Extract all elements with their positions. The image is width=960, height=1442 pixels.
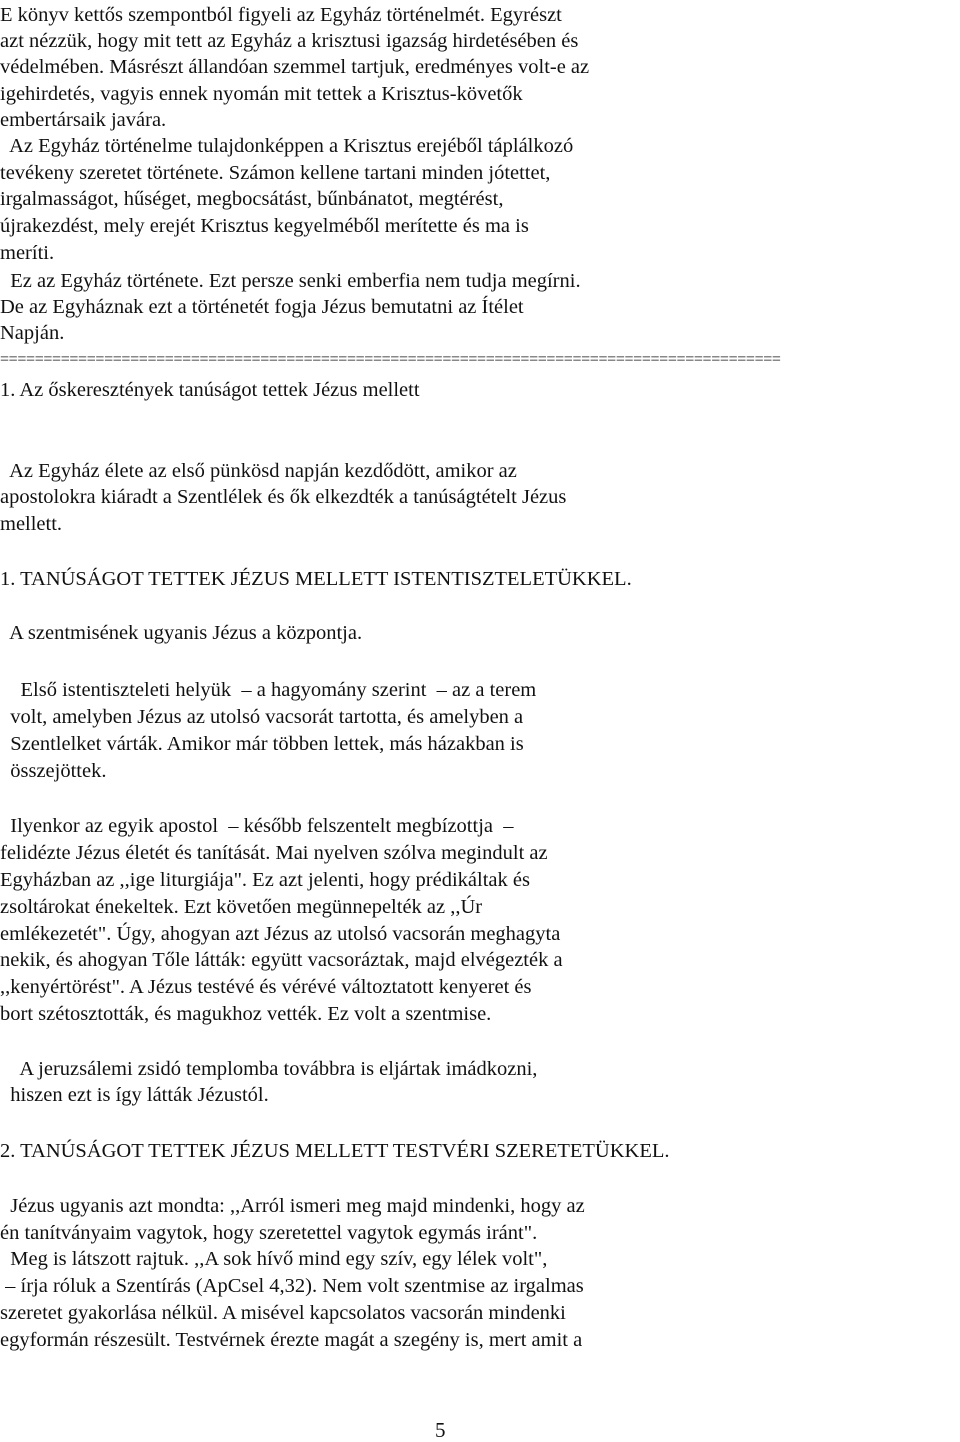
text-line: én tanítványaim vagytok, hogy szeretettel vagytok egymás iránt". — [0, 1222, 538, 1244]
text-line: irgalmasságot, hűséget, megbocsátást, bűnbánatot, megtérést, — [0, 188, 504, 210]
text-line: Napján. — [0, 322, 65, 344]
text-line: nekik, és ahogyan Tőle látták: együtt vacsoráztak, majd elvégezték a — [0, 949, 563, 971]
text-line: E könyv kettős szempontból figyeli az Egyház történelmét. Egyrészt — [0, 4, 562, 26]
text-line: tevékeny szeretet története. Számon kellene tartani minden jótettet, — [0, 162, 551, 184]
text-line: Ilyenkor az egyik apostol – később felszentelt megbízottja – — [0, 815, 514, 837]
text-line: egyformán részesült. Testvérnek érezte magát a szegény is, mert amit a — [0, 1329, 583, 1351]
text-line: felidézte Jézus életét és tanítását. Mai nyelven szólva megindult az — [0, 842, 548, 864]
text-line: azt nézzük, hogy mit tett az Egyház a krisztusi igazság hirdetésében és — [0, 30, 579, 52]
text-line: Szentlelket várták. Amikor már többen lettek, más házakban is — [0, 733, 524, 755]
text-line: Az Egyház történelme tulajdonképpen a Krisztus erejéből táplálkozó — [0, 135, 574, 157]
text-line: Egyházban az ,,ige liturgiája". Ez azt jelenti, hogy prédikáltak és — [0, 869, 530, 891]
text-line: embertársaik javára. — [0, 109, 167, 131]
text-line: újrakezdést, mely erejét Krisztus kegyelméből merítette és ma is — [0, 215, 529, 237]
text-line: hiszen ezt is így látták Jézustól. — [0, 1084, 269, 1106]
text-line: A szentmisének ugyanis Jézus a központja. — [0, 622, 363, 644]
text-line: zsoltárokat énekeltek. Ezt követően megünnepelték az ,,Úr — [0, 896, 483, 918]
text-line: Az Egyház élete az első pünkösd napján kezdődött, amikor az — [0, 460, 517, 482]
text-line: volt, amelyben Jézus az utolsó vacsorát tartotta, és amelyben a — [0, 706, 524, 728]
text-line: A jeruzsálemi zsidó templomba továbbra is eljártak imádkozni, — [0, 1058, 538, 1080]
text-line: ,,kenyértörést". A Jézus testévé és vérévé változtatott kenyeret és — [0, 976, 532, 998]
separator-rule: ========================================================================================== — [0, 351, 781, 368]
text-line: szeretet gyakorlása nélkül. A misével kapcsolatos vacsorán mindenki — [0, 1302, 566, 1324]
text-line: igehirdetés, vagyis ennek nyomán mit tettek a Krisztus-követők — [0, 83, 523, 105]
text-line: bort szétosztották, és magukhoz vették. Ez volt a szentmise. — [0, 1003, 492, 1025]
text-line: – írja róluk a Szentírás (ApCsel 4,32). Nem volt szentmise az irgalmas — [0, 1275, 584, 1297]
page-number: 5 — [435, 1418, 446, 1442]
subsection-heading-1: 1. TANÚSÁGOT TETTEK JÉZUS MELLETT ISTENTISZTELETÜKKEL. — [0, 568, 632, 590]
text-line: emlékezetét". Úgy, ahogyan azt Jézus az utolsó vacsorán meghagyta — [0, 923, 561, 945]
text-line: Jézus ugyanis azt mondta: ,,Arról ismeri meg majd mindenki, hogy az — [0, 1195, 585, 1217]
text-line: apostolokra kiáradt a Szentlélek és ők elkezdték a tanúságtételt Jézus — [0, 486, 567, 508]
text-line: Első istentiszteleti helyük – a hagyomány szerint – az a terem — [0, 679, 537, 701]
text-line: összejöttek. — [0, 760, 107, 782]
text-line: Ez az Egyház története. Ezt persze senki emberfia nem tudja megírni. — [0, 270, 581, 292]
section-heading: 1. Az őskeresztények tanúságot tettek Jézus mellett — [0, 379, 420, 401]
text-line: Meg is látszott rajtuk. ,,A sok hívő mind egy szív, egy lélek volt", — [0, 1248, 548, 1270]
text-line: meríti. — [0, 242, 55, 264]
text-line: védelmében. Másrészt állandóan szemmel tartjuk, eredményes volt-e az — [0, 56, 590, 78]
subsection-heading-2: 2. TANÚSÁGOT TETTEK JÉZUS MELLETT TESTVÉRI SZERETETÜKKEL. — [0, 1140, 670, 1162]
text-line: De az Egyháznak ezt a történetét fogja Jézus bemutatni az Ítélet — [0, 296, 524, 318]
text-line: mellett. — [0, 513, 63, 535]
